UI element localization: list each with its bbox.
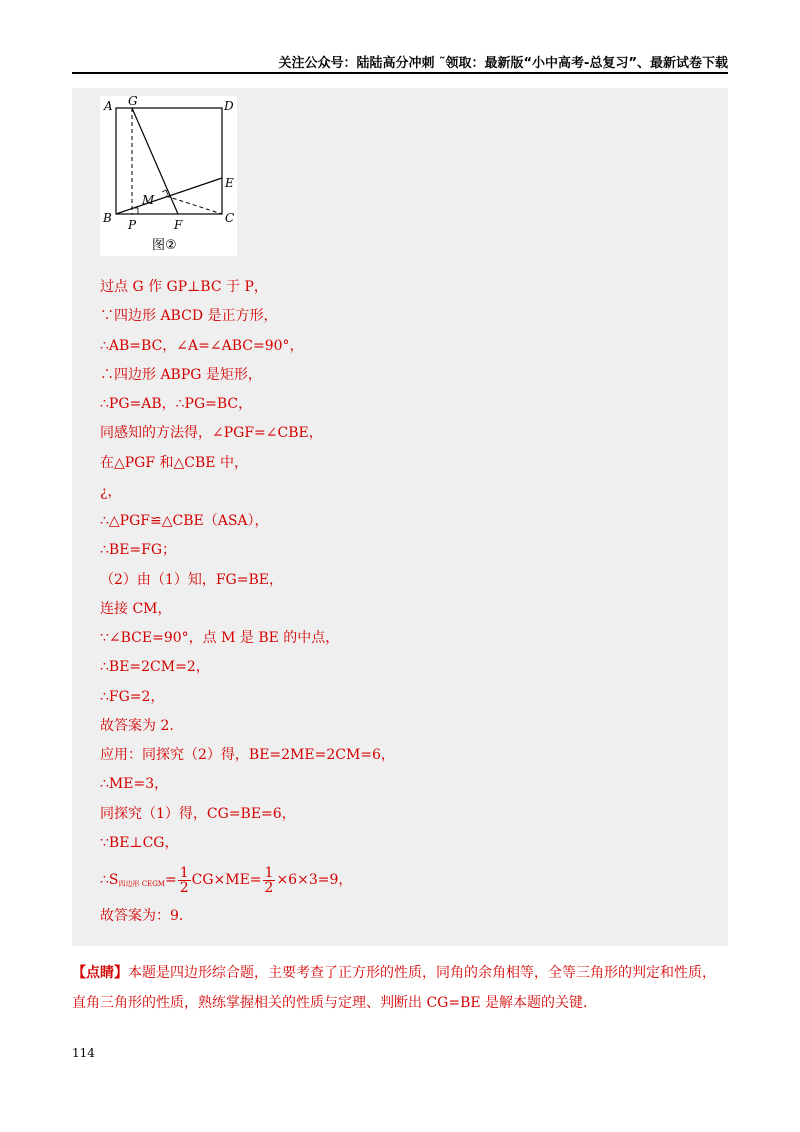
solution-lines <box>100 273 720 931</box>
note-text: 本题是四边形综合题，主要考查了正方形的性质，同角的余角相等，全等三角形的判定和性质，直角三角形的性质，熟练掌握相关的性质与定理、判断出 CG=BE 是解本题的关键. <box>72 965 716 1011</box>
solution-line: ∵BE⊥CG， <box>100 834 179 851</box>
final-answer: 故答案为：9. <box>100 908 184 924</box>
solution-line: 故答案为 2. <box>100 717 174 734</box>
solution-line: ∵∠BCE=90°，点 M 是 BE 的中点， <box>100 630 340 646</box>
label-e: E <box>225 176 234 190</box>
solution-line: ∴FG=2， <box>100 688 165 705</box>
solution-line: （2）由（1）知，FG=BE， <box>100 571 283 588</box>
solution-line: 应用：同探究（2）得，BE=2ME=2CM=6， <box>100 747 395 763</box>
solution-line: 同探究（1）得，CG=BE=6， <box>100 805 296 822</box>
right-angle-m <box>162 190 168 195</box>
formula-tail: ×6×3=9， <box>276 872 353 888</box>
solution-line: ¿， <box>100 483 122 500</box>
formula-prefix: ∴S <box>100 872 119 888</box>
solution-line: ∴ME=3， <box>100 776 169 793</box>
figure-caption: 图② <box>152 238 177 253</box>
label-p: P <box>128 218 137 232</box>
formula-eq: = <box>164 872 177 888</box>
solution-line: ∴BE=FG； <box>100 542 177 559</box>
fraction-one-half: $\frac{1}{2}$ <box>179 864 189 896</box>
formula-subscript: 四边形 CEGM <box>118 880 165 888</box>
label-c: C <box>225 211 235 225</box>
solution-line: ∴△PGF≌△CBE（ASA）， <box>100 513 269 529</box>
page-header: 关注公众号：陆陆高分冲刺 ˜领取：最新版“小中高考-总复习”、最新试卷下载 <box>278 56 728 71</box>
note-tag: 【点睛】 <box>72 965 128 981</box>
solution-line: 同感知的方法得，∠PGF=∠CBE， <box>100 425 323 442</box>
solution-line: 在△PGF 和△CBE 中， <box>100 454 248 471</box>
header-rule <box>72 72 728 74</box>
solution-line: 过点 G 作 GP⊥BC 于 P， <box>100 279 268 295</box>
fraction-one-half: $\frac{1}{2}$ <box>264 864 274 896</box>
page-number: 114 <box>72 1046 95 1060</box>
geometry-figure <box>100 96 237 256</box>
solution-line: ∵四边形 ABCD 是正方形， <box>100 308 278 325</box>
label-d: D <box>224 99 234 113</box>
solution-line: ∴AB=BC，∠A=∠ABC=90°， <box>100 337 304 354</box>
label-g: G <box>128 96 138 108</box>
segment-gf <box>132 108 178 214</box>
solution-line: ∴BE=2CM=2， <box>100 659 210 676</box>
square-diagram <box>100 96 237 256</box>
label-b: B <box>103 211 112 225</box>
area-formula-line <box>100 858 720 902</box>
label-m: M <box>142 193 155 207</box>
formula-mid: CG×ME= <box>191 872 262 888</box>
label-a: A <box>104 99 113 113</box>
solution-line: ∴PG=AB，∴PG=BC， <box>100 396 253 412</box>
solution-line: 连接 CM， <box>100 600 172 617</box>
label-f: F <box>174 218 183 232</box>
solution-line: ∴四边形 ABPG 是矩形， <box>100 366 262 383</box>
key-point-note <box>72 958 728 1018</box>
right-angle-p <box>132 208 138 214</box>
